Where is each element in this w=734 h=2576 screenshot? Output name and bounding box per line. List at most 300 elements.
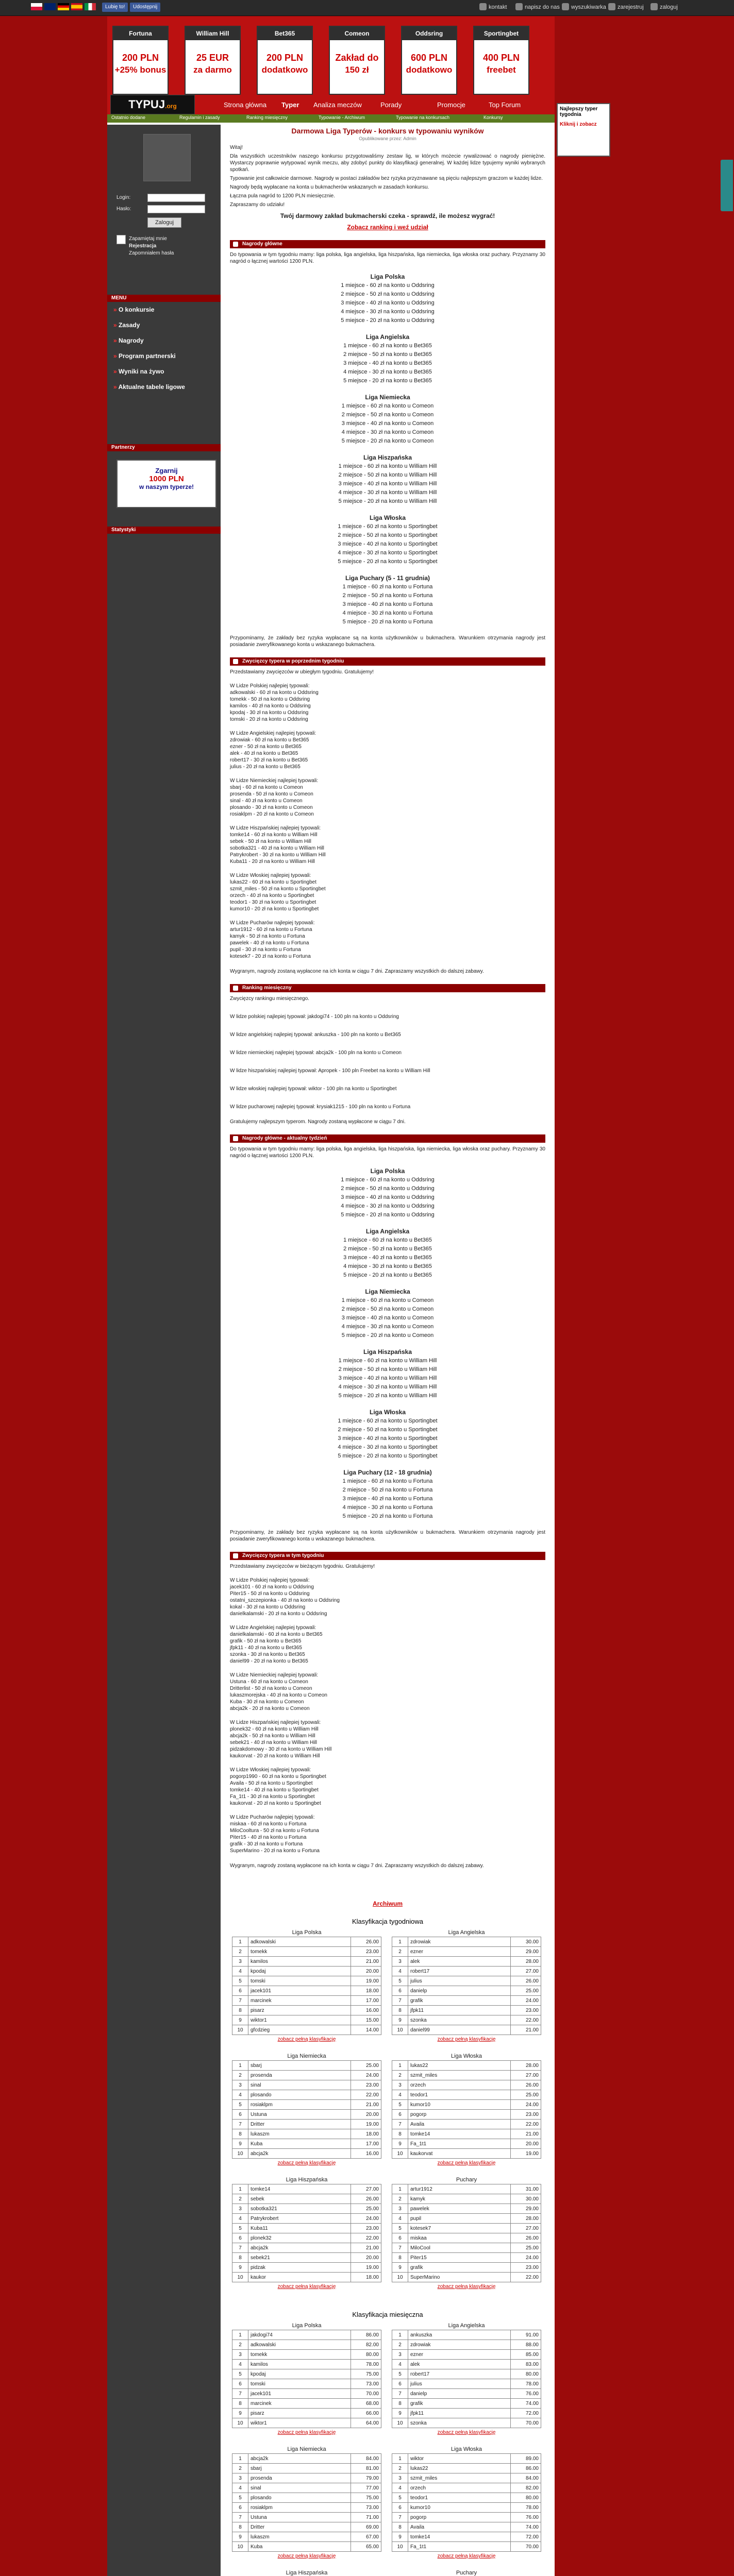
sidebar-ad[interactable] (116, 460, 216, 508)
user-cell[interactable]: artur1912 (408, 2184, 511, 2194)
user-cell[interactable]: kamyk (408, 2194, 511, 2204)
winner-row: orzech - 40 zł na konto u Sportingbet (230, 893, 314, 899)
user-cell[interactable]: tomke14 (408, 2129, 511, 2139)
winners-heading: W Lidze Hiszpańskiej najlepiej typowali: (230, 825, 321, 831)
register-link[interactable]: Rejestracja (129, 243, 157, 249)
user-cell[interactable]: pogorp (408, 2513, 511, 2522)
rank-cell: 2 (232, 2071, 248, 2080)
user-cell[interactable]: kotesek7 (408, 2224, 511, 2233)
full-ranking-link[interactable]: zobacz pełną klasyfikację (437, 2037, 496, 2042)
user-cell[interactable]: teodor1 (408, 2090, 511, 2100)
user-cell[interactable]: Kuba11 (248, 2224, 351, 2233)
winners-block (230, 1577, 545, 1617)
full-ranking-link[interactable]: zobacz pełną klasyfikację (437, 2553, 496, 2559)
points-cell: 76.00 (511, 2513, 541, 2522)
points-cell: 80.00 (511, 2369, 541, 2379)
rank-cell: 8 (392, 2522, 408, 2532)
prize-row: 4 miejsce - 30 zł na konto u Oddsring (341, 309, 435, 315)
table-row (392, 2149, 541, 2159)
menu-promotions[interactable]: Promocje (437, 101, 465, 109)
rank-cell: 7 (392, 2120, 408, 2129)
login-button[interactable]: Zaloguj (147, 217, 181, 228)
winner-row: adkowalski - 60 zł na konto u Oddsring (230, 690, 319, 696)
table-row (392, 2263, 541, 2273)
points-cell: 82.00 (351, 2340, 381, 2350)
table-row (232, 2204, 381, 2214)
user-cell[interactable]: sebek (248, 2194, 351, 2204)
user-cell[interactable]: jfpk11 (408, 2409, 511, 2418)
sidebar-item-tables[interactable]: » Aktualne tabele ligowe (113, 383, 185, 391)
full-ranking-link[interactable]: zobacz pełną klasyfikację (277, 2553, 336, 2559)
user-cell[interactable]: grafik (408, 1996, 511, 2006)
user-cell[interactable]: sbarj (248, 2464, 351, 2473)
rank-cell: 9 (392, 2409, 408, 2418)
user-cell[interactable]: marcinek (248, 2399, 351, 2409)
winners-heading: W Lidze Angielskiej najlepiej typowali: (230, 1625, 316, 1631)
section-note: Gratulujemy najlepszym typerom. Nagrody zostaną wypłacone w ciągu 7 dni. (230, 1119, 406, 1125)
prize-row: 2 miejsce - 50 zł na konto u Sportingbet (338, 532, 438, 538)
league-name: Liga Angielska (365, 1228, 410, 1235)
winner-row: tomekk - 50 zł na konto u Oddsring (230, 697, 310, 702)
rank-cell: 2 (232, 2464, 248, 2473)
login-box (112, 129, 215, 268)
rank-cell: 6 (232, 2233, 248, 2243)
prize-row: 1 miejsce - 60 zł na konto u Oddsring (341, 282, 435, 289)
rank-cell: 10 (232, 2149, 248, 2159)
full-ranking-link[interactable]: zobacz pełną klasyfikację (277, 2284, 336, 2290)
points-cell: 24.00 (351, 2214, 381, 2224)
share-button[interactable]: Udostępnij (130, 3, 160, 12)
user-cell[interactable]: szmit_miles (408, 2071, 511, 2080)
user-cell[interactable]: kamilos (248, 2360, 351, 2369)
winners-block (230, 920, 545, 960)
ranking-table (392, 1929, 541, 2042)
user-cell[interactable]: plonek32 (248, 2233, 351, 2243)
user-cell[interactable]: SuperMarino (408, 2273, 511, 2282)
rank-cell: 1 (392, 2061, 408, 2071)
table-row (392, 2110, 541, 2120)
flag-pl-icon[interactable] (31, 3, 42, 10)
flag-it-icon[interactable] (85, 3, 96, 10)
prize-row: 3 miejsce - 40 zł na konto u Bet365 (343, 1255, 432, 1261)
ranking-grid (392, 2184, 541, 2282)
subnav-contests[interactable]: Typowanie na konkursach (396, 115, 450, 120)
user-cell[interactable]: MiloCool (408, 2243, 511, 2253)
rank-cell: 8 (392, 2399, 408, 2409)
winner-row: grafik - 50 zł na konto u Bet365 (230, 1638, 302, 1644)
user-cell[interactable]: pidzak (248, 2263, 351, 2273)
rank-cell: 6 (232, 1986, 248, 1996)
prize-row: 5 miejsce - 20 zł na konto u Comeon (341, 1332, 434, 1338)
table-row (392, 2071, 541, 2080)
full-ranking-link[interactable]: zobacz pełną klasyfikację (437, 2430, 496, 2435)
ranking-caption: Liga Angielska (448, 2323, 485, 2329)
points-cell: 31.00 (511, 2184, 541, 2194)
table-row (232, 2214, 381, 2224)
winner-row: pogorp1990 - 60 zł na konto u Sportingbet (230, 1774, 326, 1780)
sidebar-item-rules[interactable]: » Zasady (113, 321, 140, 329)
table-row (232, 2120, 381, 2129)
subnav-archive[interactable]: Typowanie - Archiwum (319, 115, 365, 120)
user-cell[interactable]: kamilos (248, 1957, 351, 1967)
winner-row: Ustuna - 60 zł na konto u Comeon (230, 1679, 308, 1685)
table-row (232, 1976, 381, 1986)
user-cell[interactable]: tomke14 (248, 2184, 351, 2194)
right-promo-sub: Kliknij i zobacz (560, 122, 597, 127)
user-cell[interactable]: Patrykrobert (248, 2214, 351, 2224)
social-side-buttons[interactable] (721, 160, 733, 211)
table-row (232, 2110, 381, 2120)
points-cell: 21.00 (351, 2100, 381, 2110)
banner-brand: Oddsring (402, 27, 456, 40)
write-to-us-link[interactable]: napisz do nas (525, 4, 560, 10)
user-cell[interactable]: pisarz (248, 2006, 351, 2015)
winners-block (230, 1767, 545, 1807)
user-cell[interactable]: wiktor1 (248, 2015, 351, 2025)
sidebar-item-live[interactable]: » Wyniki na żywo (113, 368, 164, 375)
menu-analysis[interactable]: Analiza meczów (313, 101, 362, 109)
rank-cell: 1 (232, 1937, 248, 1947)
subnav-all[interactable]: Konkursy (483, 115, 503, 120)
points-cell: 20.00 (511, 2139, 541, 2149)
user-cell[interactable]: szonka (408, 2015, 511, 2025)
menu-typer[interactable]: Typer (281, 101, 299, 109)
sidebar-item-partner[interactable]: » Program partnerski (113, 352, 176, 360)
user-cell[interactable]: Availa (408, 2120, 511, 2129)
table-row (392, 2015, 541, 2025)
user-cell[interactable]: Availa (408, 2522, 511, 2532)
full-ranking-link[interactable]: zobacz pełną klasyfikację (277, 2037, 336, 2042)
user-cell[interactable]: miskaa (408, 2233, 511, 2243)
subnav-rules[interactable]: Regulamin i zasady (179, 115, 220, 120)
ranking-title: Klasyfikacja tygodniowa (352, 1918, 424, 1925)
user-cell[interactable]: lukas22 (408, 2061, 511, 2071)
user-cell[interactable]: robert17 (408, 2369, 511, 2379)
user-cell[interactable]: tomski (248, 2379, 351, 2389)
points-cell: 18.00 (351, 2129, 381, 2139)
ranking-pair (227, 2570, 548, 2576)
user-cell[interactable]: Dritter (248, 2522, 351, 2532)
flag-uk-icon[interactable] (44, 3, 56, 10)
ranking-caption: Puchary (456, 2570, 477, 2576)
rank-cell: 3 (232, 1957, 248, 1967)
user-cell[interactable]: sbarj (248, 2061, 351, 2071)
site-logo[interactable] (110, 95, 195, 114)
user-cell[interactable]: kumor10 (408, 2503, 511, 2513)
menu-tips[interactable]: Porady (380, 101, 402, 109)
ad-line-2: 1000 PLN (149, 474, 184, 483)
rank-cell: 3 (392, 2350, 408, 2360)
user-cell[interactable]: zdrowiak (408, 1937, 511, 1947)
prize-row: 5 miejsce - 20 zł na konto u Fortuna (342, 619, 433, 625)
remember-checkbox[interactable] (116, 235, 126, 244)
right-promo-title: Najlepszy typer tygodnia (560, 106, 598, 117)
rank-cell: 5 (392, 2369, 408, 2379)
user-cell[interactable]: sinal (248, 2080, 351, 2090)
user-cell[interactable]: grafik (408, 2263, 511, 2273)
search-link[interactable]: wyszukiwarka (571, 4, 606, 10)
prize-row: 2 miejsce - 50 zł na konto u William Hill (338, 472, 437, 478)
sidebar-item-prizes[interactable]: » Nagrody (113, 337, 144, 344)
table-row (392, 2503, 541, 2513)
table-row (232, 2350, 381, 2360)
rank-cell: 9 (232, 2139, 248, 2149)
rank-cell: 1 (392, 2454, 408, 2464)
user-cell[interactable]: lukaszm (248, 2129, 351, 2139)
table-row (232, 2100, 381, 2110)
table-row (392, 1957, 541, 1967)
user-cell[interactable]: jacek101 (248, 2389, 351, 2399)
winners-block (230, 1672, 545, 1712)
user-cell[interactable]: ezner (408, 1947, 511, 1957)
banner-bet365[interactable] (257, 26, 313, 95)
user-cell[interactable]: robert17 (408, 1967, 511, 1976)
user-cell[interactable]: tomekk (248, 1947, 351, 1957)
user-cell[interactable]: orzech (408, 2483, 511, 2493)
points-cell: 25.00 (351, 2061, 381, 2071)
user-cell[interactable]: abcja2k (248, 2454, 351, 2464)
prize-row: 1 miejsce - 60 zł na konto u William Hill (338, 1358, 437, 1364)
user-cell[interactable]: daniel99 (408, 2025, 511, 2035)
article-sections (227, 240, 548, 1907)
user-cell[interactable]: Fa_1t1 (408, 2542, 511, 2552)
user-cell[interactable]: pisarz (248, 2409, 351, 2418)
user-cell[interactable]: jfpk11 (408, 2006, 511, 2015)
table-row (392, 2532, 541, 2542)
password-input[interactable] (147, 205, 205, 213)
user-cell[interactable]: Kuba (248, 2542, 351, 2552)
winner-row: sebek21 - 40 zł na konto u William Hill (230, 1740, 317, 1745)
user-cell[interactable]: kumor10 (408, 2100, 511, 2110)
user-cell[interactable]: Dritter (248, 2120, 351, 2129)
intro-paragraph: Dla wszystkich uczestników naszego konkursu przygotowaliśmy zestaw lig, w których możecie rywalizować o nagrody pieniężne. Wystarczy poprawnie wytypować wynik meczu, aby zdobyć punkty do klasyfikacji generalnej. W każdej lidze typujemy wyniki wybranych spotkań. (230, 154, 545, 173)
cta-link[interactable]: Zobacz ranking i weź udział (347, 224, 428, 231)
user-cell[interactable]: jakdogi74 (248, 2330, 351, 2340)
user-cell[interactable]: tomski (248, 1976, 351, 1986)
winners-heading: W Lidze Angielskiej najlepiej typowali: (230, 731, 316, 736)
full-ranking-link[interactable]: zobacz pełną klasyfikację (437, 2160, 496, 2166)
user-cell[interactable]: julius (408, 1976, 511, 1986)
league-name: Liga Hiszpańska (363, 1348, 412, 1355)
user-cell[interactable]: lukaszm (248, 2532, 351, 2542)
banner-comeon[interactable] (329, 26, 385, 95)
register-link[interactable]: zarejestruj (618, 4, 644, 10)
user-cell[interactable]: alek (408, 2360, 511, 2369)
user-cell[interactable]: ezner (408, 2350, 511, 2360)
mail-icon (515, 3, 523, 10)
user-cell[interactable]: julius (408, 2379, 511, 2389)
rank-cell: 5 (232, 2224, 248, 2233)
points-cell: 17.00 (351, 2139, 381, 2149)
points-cell: 20.00 (351, 2253, 381, 2263)
user-cell[interactable]: tomke14 (408, 2532, 511, 2542)
user-cell[interactable]: ankuszka (408, 2330, 511, 2340)
points-cell: 75.00 (351, 2493, 381, 2503)
user-cell[interactable]: kaukorvat (408, 2149, 511, 2159)
winner-row: sbarj - 60 zł na konto u Comeon (230, 785, 303, 790)
points-cell: 17.00 (351, 1996, 381, 2006)
rank-cell: 5 (392, 2493, 408, 2503)
user-cell[interactable]: prosenda (248, 2071, 351, 2080)
user-cell[interactable]: tomekk (248, 2350, 351, 2360)
user-cell[interactable]: rosiaklpm (248, 2503, 351, 2513)
prize-row: 5 miejsce - 20 zł na konto u Bet365 (343, 378, 432, 384)
table-row (232, 2389, 381, 2399)
full-ranking-link[interactable]: zobacz pełną klasyfikację (277, 2160, 336, 2166)
points-cell: 25.00 (351, 2204, 381, 2214)
winner-row: ostatni_szczepionka - 40 zł na konto u Oddsring (230, 1598, 340, 1603)
menu-forum[interactable]: Top Forum (489, 101, 521, 109)
table-row (232, 2090, 381, 2100)
user-cell[interactable]: lukas22 (408, 2464, 511, 2473)
user-cell[interactable]: Ustuna (248, 2513, 351, 2522)
user-cell[interactable]: zdrowiak (408, 2340, 511, 2350)
rank-cell: 7 (232, 2513, 248, 2522)
sidebar-item-about[interactable]: » O konkursie (113, 306, 154, 313)
user-cell[interactable]: wiktor (408, 2454, 511, 2464)
user-cell[interactable]: teodor1 (408, 2493, 511, 2503)
user-cell[interactable]: gfcdzieg (248, 2025, 351, 2035)
lost-password-link[interactable]: Zapomniałem hasła (129, 250, 174, 256)
archive-link[interactable]: Archiwum (372, 1900, 403, 1907)
points-cell: 23.00 (511, 2263, 541, 2273)
points-cell: 75.00 (351, 2369, 381, 2379)
banner-oddsring[interactable] (401, 26, 457, 95)
rank-cell: 9 (392, 2532, 408, 2542)
user-cell[interactable]: adkowalski (248, 2340, 351, 2350)
user-cell[interactable]: pogorp (408, 2110, 511, 2120)
user-cell[interactable]: sebek21 (248, 2253, 351, 2263)
user-cell[interactable]: szmit_miles (408, 2473, 511, 2483)
user-cell[interactable]: sobotka321 (248, 2204, 351, 2214)
points-cell: 91.00 (511, 2330, 541, 2340)
winner-row: robert17 - 30 zł na konto u Bet365 (230, 757, 308, 763)
league-prizes (227, 1288, 548, 1340)
winners-block (230, 1624, 545, 1665)
table-row (232, 1996, 381, 2006)
table-row (392, 2214, 541, 2224)
table-row (232, 2360, 381, 2369)
ranking-pair (227, 2446, 548, 2570)
user-cell[interactable]: rosiaklpm (248, 2100, 351, 2110)
points-cell: 18.00 (351, 1986, 381, 1996)
rank-cell: 8 (232, 2399, 248, 2409)
user-cell[interactable]: alek (408, 1957, 511, 1967)
points-cell: 23.00 (511, 2006, 541, 2015)
prize-row: 5 miejsce - 20 zł na konto u William Hill (338, 1393, 437, 1399)
user-cell[interactable]: pawelek (408, 2204, 511, 2214)
facebook-like-button[interactable]: Lubię to! (102, 3, 128, 12)
ranking-table (232, 2053, 381, 2166)
rank-cell: 1 (232, 2330, 248, 2340)
monthly-winner: W lidze niemieckiej najlepiej typował: abcja2k - 100 pln na konto u Comeon (230, 1050, 402, 1056)
intro-paragraph: Łączna pula nagród to 1200 PLN miesięcznie. (230, 193, 336, 199)
winners-heading: W Lidze Niemieckiej najlepiej typowali: (230, 1672, 319, 1678)
user-cell[interactable]: wiktor1 (248, 2418, 351, 2428)
flag-es-icon[interactable] (71, 3, 82, 10)
winner-row: Kuba - 30 zł na konto u Comeon (230, 1699, 304, 1705)
winner-row: grafik - 30 zł na konto u Fortuna (230, 1841, 303, 1847)
user-cell[interactable]: danielp (408, 2389, 511, 2399)
points-cell: 23.00 (351, 1947, 381, 1957)
user-cell[interactable]: marcinek (248, 1996, 351, 2006)
table-row (232, 2273, 381, 2282)
points-cell: 19.00 (351, 1976, 381, 1986)
table-row (232, 2464, 381, 2473)
user-cell[interactable]: kpodaj (248, 2369, 351, 2379)
user-cell[interactable]: abcja2k (248, 2243, 351, 2253)
user-cell[interactable]: plosando (248, 2493, 351, 2503)
rank-cell: 1 (392, 1937, 408, 1947)
menu-home[interactable]: Strona główna (224, 101, 267, 109)
prize-row: 1 miejsce - 60 zł na konto u Sportingbet (338, 523, 438, 530)
points-cell: 22.00 (511, 2015, 541, 2025)
user-cell[interactable]: kaukor (248, 2273, 351, 2282)
user-cell[interactable]: Fa_1t1 (408, 2139, 511, 2149)
banner-william-hill[interactable] (185, 26, 241, 95)
rank-cell: 5 (392, 1976, 408, 1986)
table-row (392, 2253, 541, 2263)
section-text: Do typowania w tym tygodniu mamy: liga polska, liga angielska, liga hiszpańska, liga niemiecka, liga włoska oraz puchary. Przyznamy 30 nagród o łącznej wartości 1200 PLN. (230, 1146, 545, 1159)
user-cell[interactable]: Piter15 (408, 2253, 511, 2263)
table-row (392, 2409, 541, 2418)
user-cell[interactable]: Ustuna (248, 2110, 351, 2120)
table-row (392, 2184, 541, 2194)
rank-cell: 10 (392, 2273, 408, 2282)
user-cell[interactable]: pupil (408, 2214, 511, 2224)
winner-row: kaukorvat - 20 zł na konto u Sportingbet (230, 1801, 321, 1806)
login-input[interactable] (147, 194, 205, 202)
user-cell[interactable]: jacek101 (248, 1986, 351, 1996)
winner-row: Patrykrobert - 30 zł na konto u William Hill (230, 852, 326, 858)
points-cell: 24.00 (511, 2100, 541, 2110)
subnav-monthly[interactable]: Ranking miesięczny (246, 115, 288, 120)
login-link[interactable]: zaloguj (660, 4, 678, 10)
banner-sportingbet[interactable] (473, 26, 529, 95)
rank-cell: 4 (232, 2214, 248, 2224)
subnav-latest[interactable]: Ostatnio dodane (111, 115, 146, 120)
points-cell: 69.00 (351, 2522, 381, 2532)
user-cell[interactable]: orzech (408, 2080, 511, 2090)
full-ranking-link[interactable]: zobacz pełną klasyfikację (277, 2430, 336, 2435)
user-cell[interactable]: adkowalski (248, 1937, 351, 1947)
user-cell[interactable]: sinal (248, 2483, 351, 2493)
banner-fortuna[interactable] (112, 26, 169, 95)
user-cell[interactable]: kpodaj (248, 1967, 351, 1976)
points-cell: 83.00 (511, 2360, 541, 2369)
user-cell[interactable]: Kuba (248, 2139, 351, 2149)
prize-row: 3 miejsce - 40 zł na konto u Sportingbet (338, 541, 438, 547)
prize-row: 4 miejsce - 30 zł na konto u Fortuna (342, 610, 433, 616)
right-promo[interactable] (557, 103, 610, 157)
full-ranking-link[interactable]: zobacz pełną klasyfikację (437, 2284, 496, 2290)
user-cell[interactable]: plosando (248, 2090, 351, 2100)
rank-cell: 9 (392, 2015, 408, 2025)
contact-link[interactable]: kontakt (489, 4, 507, 10)
user-cell[interactable]: szonka (408, 2418, 511, 2428)
rank-cell: 9 (232, 2015, 248, 2025)
points-cell: 29.00 (511, 1947, 541, 1957)
user-cell[interactable]: grafik (408, 2399, 511, 2409)
winner-row: miskaa - 60 zł na konto u Fortuna (230, 1821, 307, 1827)
flag-de-icon[interactable] (58, 3, 69, 10)
winners-block (230, 825, 545, 865)
prize-row: 4 miejsce - 30 zł na konto u Sportingbet (338, 1444, 438, 1450)
user-cell[interactable]: abcja2k (248, 2149, 351, 2159)
user-cell[interactable]: prosenda (248, 2473, 351, 2483)
table-row (232, 2542, 381, 2552)
user-cell[interactable]: danielp (408, 1986, 511, 1996)
